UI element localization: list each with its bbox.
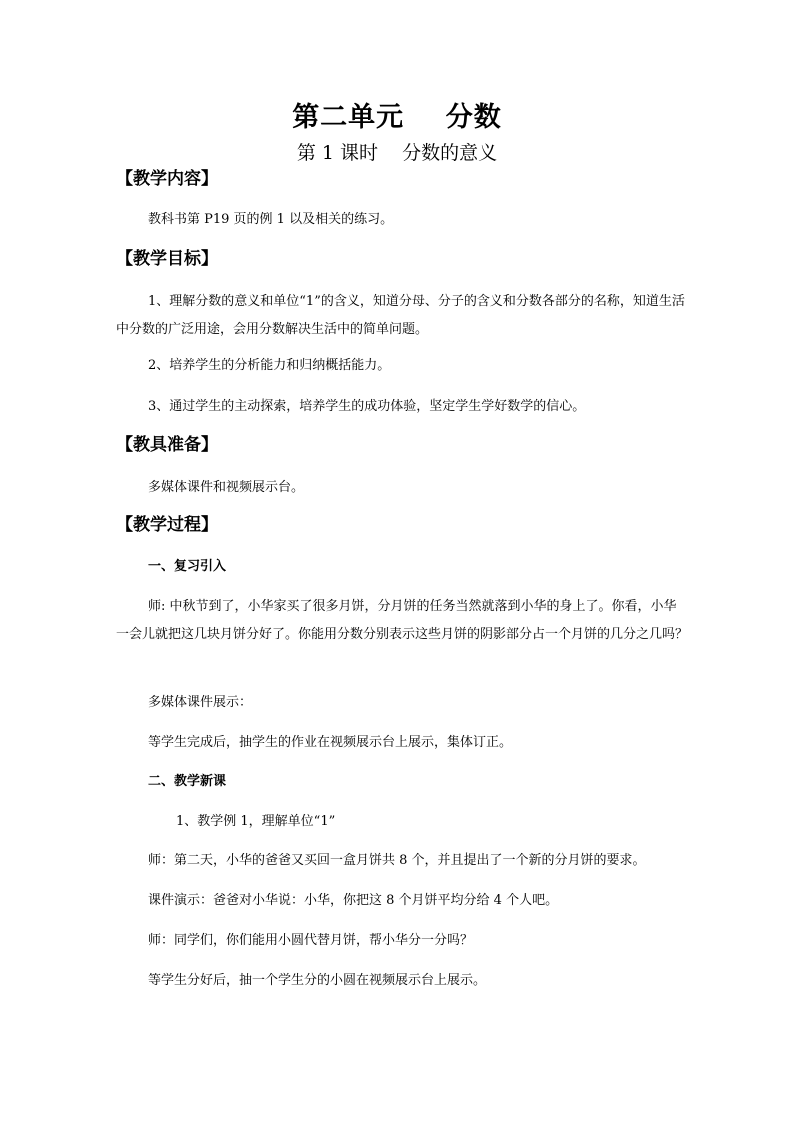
lesson-subtitle: 第 1 课时 分数的意义 (296, 142, 498, 164)
goal-item: 3、通过学生的主动探索，培养学生的成功体验，坚定学生学好数学的信心。 (148, 399, 586, 414)
heading-teaching-process: 【教学过程】 (116, 515, 218, 535)
section-title-review: 一、复习引入 (148, 559, 227, 574)
teaching-aids-text: 多媒体课件和视频展示台。 (148, 480, 305, 495)
subsection-title-example1: 1、教学例 1，理解单位“1” (176, 814, 336, 829)
heading-teaching-aids: 【教具准备】 (116, 435, 218, 455)
goal-item: 2、培养学生的分析能力和归纳概括能力。 (148, 358, 391, 373)
process-paragraph: 师: 中秋节到了，小华家买了很多月饼，分月饼的任务当然就落到小华的身上了。你看，小华一会儿就把这几块月饼分好了。你能用分数分别表示这些月饼的阴影部分占一个月饼的几分之几吗？ (116, 599, 689, 642)
page-title: 第二单元 分数 (292, 102, 502, 133)
heading-teaching-content: 【教学内容】 (116, 169, 218, 189)
process-paragraph: 多媒体课件展示： (148, 695, 253, 710)
teaching-content-text: 教科书第 P19 页的例 1 以及相关的练习。 (148, 212, 394, 227)
process-paragraph: 等学生分好后，抽一个学生分的小圆在视频展示台上展示。 (148, 973, 487, 988)
process-paragraph: 师：第二天，小华的爸爸又买回一盒月饼共 8 个，并且提出了一个新的分月饼的要求。 (148, 853, 646, 868)
process-paragraph: 课件演示：爸爸对小华说：小华，你把这 8 个月饼平均分给 4 个人吧。 (148, 893, 559, 908)
heading-teaching-goals: 【教学目标】 (116, 249, 218, 269)
section-title-new-lesson: 二、教学新课 (148, 774, 227, 789)
process-paragraph: 师：同学们，你们能用小圆代替月饼，帮小华分一分吗？ (148, 933, 474, 948)
goal-item: 1、理解分数的意义和单位“1”的含义，知道分母、分子的含义和分数各部分的名称，知道生活中分数的广泛用途，会用分数解决生活中的简单问题。 (116, 294, 685, 337)
process-paragraph: 等学生完成后，抽学生的作业在视频展示台上展示，集体订正。 (148, 735, 513, 750)
